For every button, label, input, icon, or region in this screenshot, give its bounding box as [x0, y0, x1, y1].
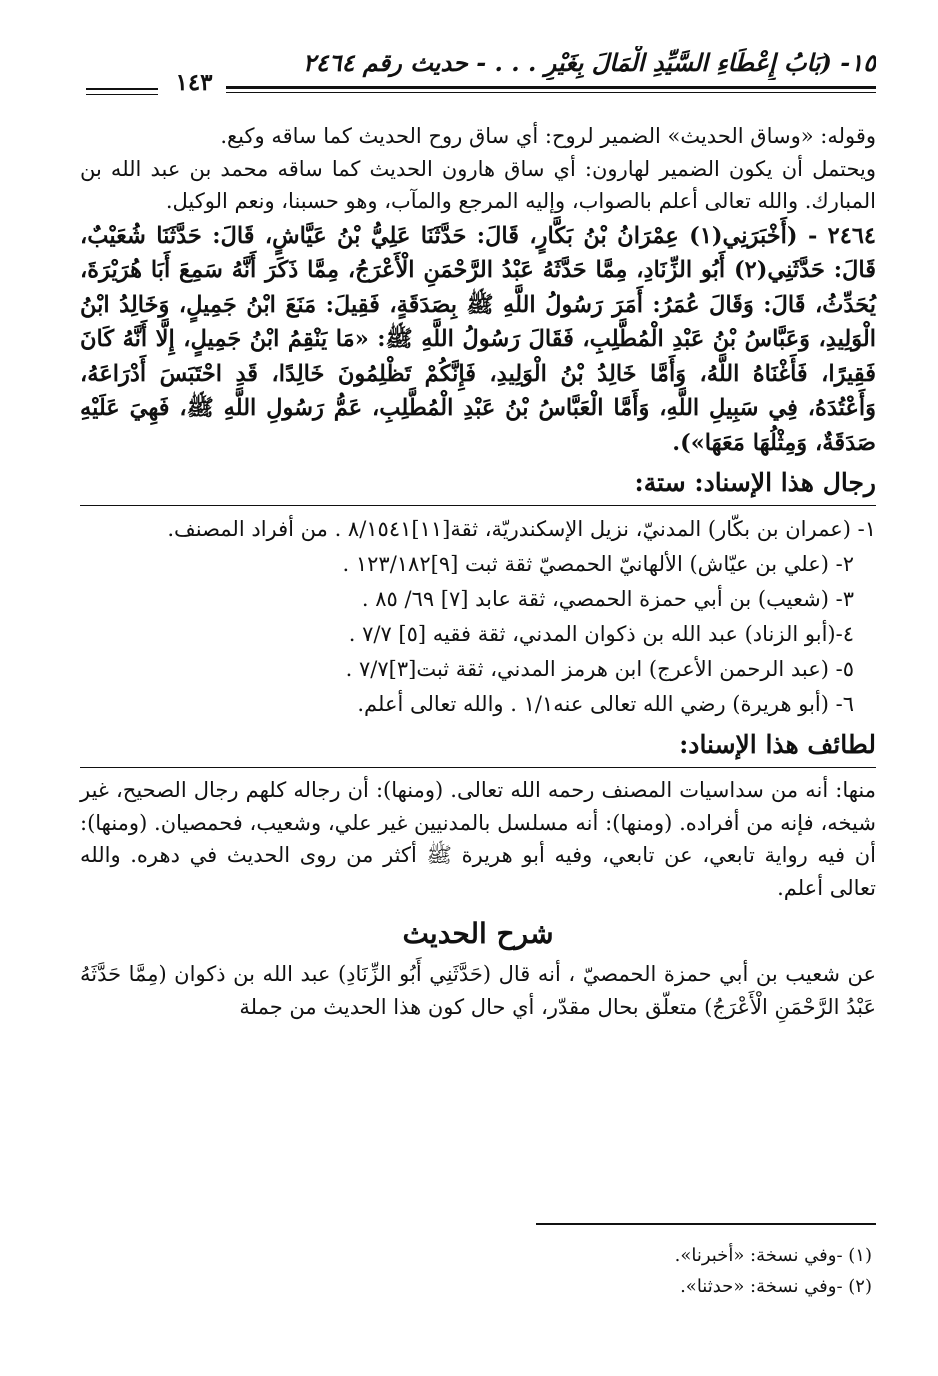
page-number: ١٤٣: [175, 69, 213, 96]
lataif-heading: لطائف هذا الإسناد:: [679, 730, 876, 759]
footnote-rule: [536, 1223, 876, 1225]
section-divider: [80, 767, 876, 768]
header-rule-thin: [226, 92, 876, 93]
header-rule-left-thin: [86, 94, 158, 95]
hadith-text: [80, 219, 876, 461]
header-rule: [226, 86, 876, 89]
intro-paragraph: ويحتمل أن يكون الضمير لهارون: أي ساق هارون الحديث كما ساقه محمد بن عبد الله بن المبارك. والله تعالى أعلم بالصواب، وإليه المرجع والمآب، وهو حسبنا، ونعم الوكيل.: [80, 156, 876, 213]
header-rule-left: [86, 88, 158, 90]
narrator-item: ١- (عمران بن بكّار) المدنيّ، نزيل الإسكندريّة، ثقة[١١]٨/١٥٤١ . من أفراد المصنف.: [167, 517, 876, 541]
sharh-title: شرح الحديث: [402, 917, 554, 950]
narrator-item: ٤-(أبو الزناد) عبد الله بن ذكوان المدني، ثقة فقيه [٥] ٧/٧ .: [348, 622, 854, 646]
footnote-item: (١) -وفي نسخة: «أخبرنا».: [674, 1245, 872, 1266]
page-header: [86, 40, 876, 102]
sharh-paragraph: عن شعيب بن أبي حمزة الحمصيّ ، أنه قال (حَدَّثَنِي أَبُو الزِّنَادِ) عبد الله بن ذكوان (مِمَّا حَدَّثَهُ عَبْدُ الرَّحْمَنِ الْأَعْرَجُ) متعلّق بحال مقدّر، أي حال كون هذا الحديث من جملة: [80, 962, 876, 1019]
narrator-item: ٢- (علي بن عيّاش) الألهانيّ الحمصيّ ثقة ثبت [٩]١٢٣/١٨٢ .: [342, 552, 854, 576]
rijal-heading: رجال هذا الإسناد: ستة:: [634, 468, 876, 497]
hadith-number: ٢٤٦٤: [827, 222, 877, 249]
intro-paragraph: وقوله: «وساق الحديث» الضمير لروح: أي ساق روح الحديث كما ساقه وكيع.: [220, 124, 876, 148]
narrator-item: ٦- (أبو هريرة) رضي الله تعالى عنه١/١ . والله تعالى أعلم.: [357, 692, 854, 716]
page-body: [80, 120, 876, 1023]
lataif-paragraph: منها: أنه من سداسيات المصنف رحمه الله تعالى. (ومنها): أن رجاله كلهم رجال الصحيح، غير شيخه، فإنه من أفراده. (ومنها): أنه مسلسل بالمدنيين غير علي، وشعيب، فحمصيان. (ومنها): أن فيه رواية تابعي، عن تابعي، وفيه أبو هريرة ﷺ أكثر من روى الحديث في دهره. والله تعالى أعلم.: [80, 778, 876, 900]
running-head: ١٥- (بَابُ إِعْطَاءِ السَّيِّدِ الْمَالَ بِغَيْرِ . . . - حديث رقم ٢٤٦٤: [302, 48, 876, 77]
hadith-body: - (أَخْبَرَنِي(١) عِمْرَانُ بْنُ بَكَّارٍ، قَالَ: حَدَّثَنَا عَلِيُّ بْنُ عَيَّاشٍ، قَالَ: حَدَّثَنَا شُعَيْبٌ، قَالَ: حَدَّثَنِي(٢) أَبُو الزِّنَادِ، مِمَّا حَدَّثَهُ عَبْدُ الرَّحْمَنِ الْأَعْرَجُ، مِمَّا ذَكَرَ أَنَّهُ سَمِعَ أَبَا هُرَيْرَةَ، يُحَدِّثُ، قَالَ: وَقَالَ عُمَرُ: أَمَرَ رَسُولُ اللَّهِ ﷺ بِصَدَقَةٍ، فَقِيلَ: مَنَعَ ابْنُ جَمِيلٍ، وَخَالِدُ ابْنُ الْوَلِيدِ، وَعَبَّاسُ بْنُ عَبْدِ الْمُطَّلِبِ، فَقَالَ رَسُولُ اللَّهِ ﷺ: «مَا يَنْقِمُ ابْنُ جَمِيلٍ، إِلَّا أَنَّهُ كَانَ فَقِيرًا، فَأَغْنَاهُ اللَّهُ، وَأَمَّا خَالِدُ بْنُ الْوَلِيدِ، فَإِنَّكُمْ تَظْلِمُونَ خَالِدًا، قَدِ احْتَبَسَ أَدْرَاعَهُ، وَأَعْتُدَهُ، فِي سَبِيلِ اللَّهِ، وَأَمَّا الْعَبَّاسُ بْنُ عَبْدِ الْمُطَّلِبِ، عَمُّ رَسُولِ اللَّهِ ﷺ، فَهِيَ عَلَيْهِ صَدَقَةٌ، وَمِثْلُهَا مَعَهَا»).: [80, 222, 876, 456]
section-divider: [80, 505, 876, 506]
footnote-item: (٢) -وفي نسخة: «حدثنا».: [680, 1276, 872, 1297]
narrator-item: ٥- (عبد الرحمن الأعرج) ابن هرمز المدني، ثقة ثبت[٣]٧/٧ .: [345, 657, 854, 681]
narrator-item: ٣- (شعيب) بن أبي حمزة الحمصي، ثقة عابد [٧] ٦٩/ ٨٥ .: [361, 587, 854, 611]
footnotes: [272, 1240, 872, 1302]
